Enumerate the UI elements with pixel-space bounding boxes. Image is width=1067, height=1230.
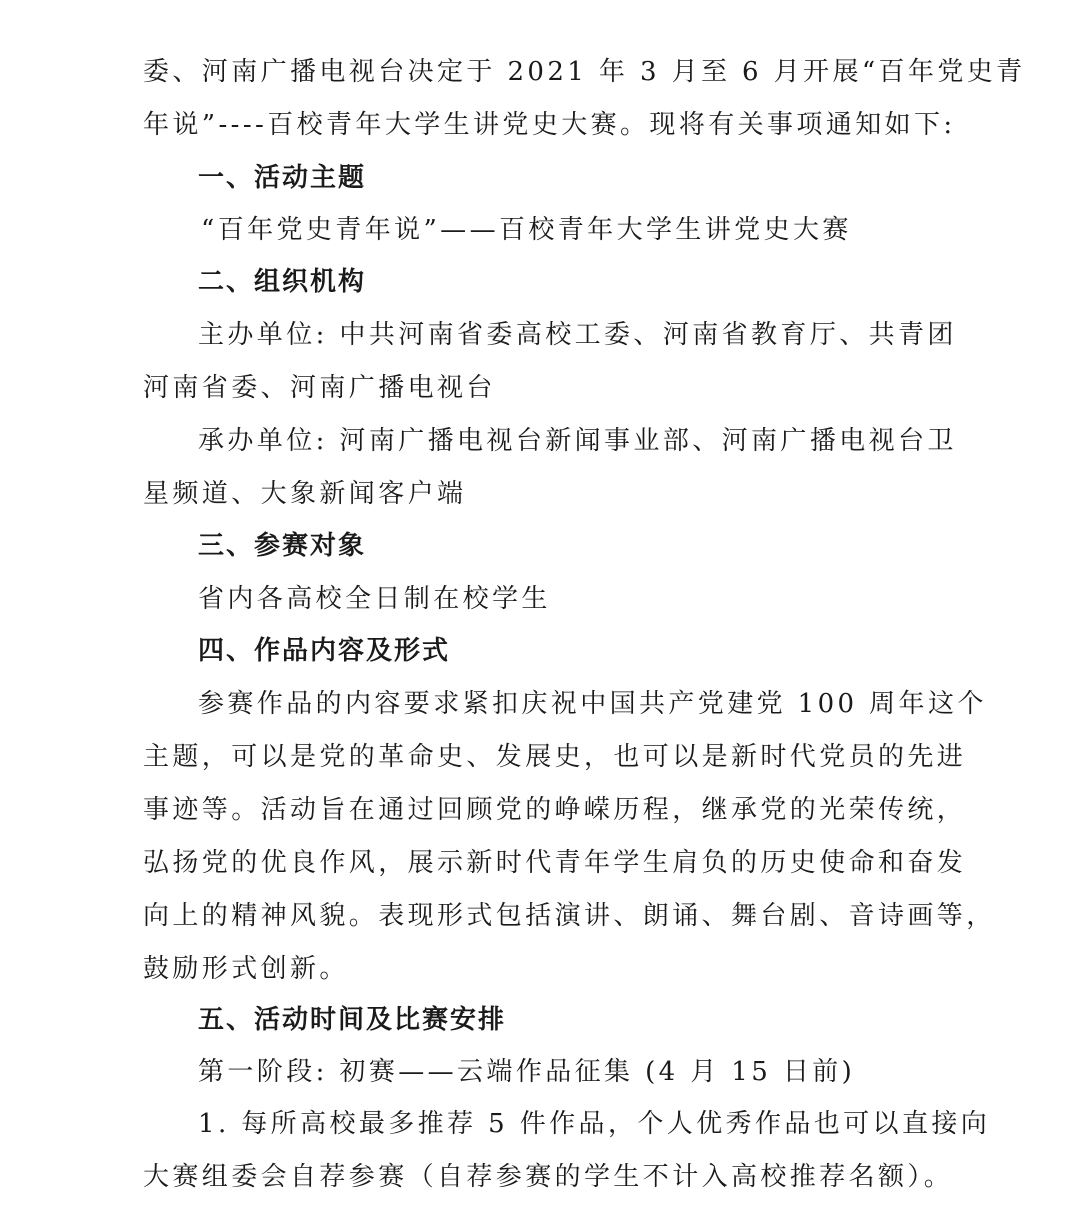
organizer-units-text: 承办单位: 河南广播电视台新闻事业部、河南广播电视台卫 (198, 426, 957, 456)
stage-one-text: 第一阶段: 初赛——云端作品征集 (4 月 15 日前) (198, 1057, 856, 1087)
participants-text: 省内各高校全日制在校学生 (198, 584, 551, 614)
organizer-units-text-cont: 星频道、大象新闻客户端 (143, 479, 467, 509)
section-heading-organization: 二、组织机构 (198, 267, 367, 297)
content-paragraph-line: 参赛作品的内容要求紧扣庆祝中国共产党建党 100 周年这个 (198, 689, 987, 719)
content-paragraph-line: 弘扬党的优良作风，展示新时代青年学生肩负的历史使命和奋发 (143, 848, 967, 878)
section-heading-schedule: 五、活动时间及比赛安排 (198, 1005, 507, 1035)
body-text-line: 委、河南广播电视台决定于 2021 年 3 月至 6 月开展“百年党史青 (143, 57, 1026, 87)
host-units-text: 主办单位: 中共河南省委高校工委、河南省教育厅、共青团 (198, 320, 957, 350)
content-paragraph-line: 主题，可以是党的革命史、发展史，也可以是新时代党员的先进 (143, 742, 967, 772)
schedule-item-1-cont: 大赛组委会自荐参赛（自荐参赛的学生不计入高校推荐名额）。 (143, 1162, 954, 1192)
content-paragraph-line: 事迹等。活动旨在通过回顾党的峥嵘历程，继承党的光荣传统， (143, 795, 967, 825)
schedule-item-1: 1. 每所高校最多推荐 5 件作品，个人优秀作品也可以直接向 (198, 1109, 991, 1139)
section-heading-theme: 一、活动主题 (198, 163, 367, 193)
section-heading-content: 四、作品内容及形式 (198, 636, 451, 666)
host-units-text-cont: 河南省委、河南广播电视台 (143, 373, 496, 403)
body-text-line: 年说”----百校青年大学生讲党史大赛。现将有关事项通知如下: (143, 110, 956, 140)
section-heading-participants: 三、参赛对象 (198, 531, 367, 561)
theme-text: “百年党史青年说”——百校青年大学生讲党史大赛 (201, 215, 852, 245)
content-paragraph-line: 鼓励形式创新。 (143, 954, 349, 984)
content-paragraph-line: 向上的精神风貌。表现形式包括演讲、朗诵、舞台剧、音诗画等， (143, 901, 996, 931)
